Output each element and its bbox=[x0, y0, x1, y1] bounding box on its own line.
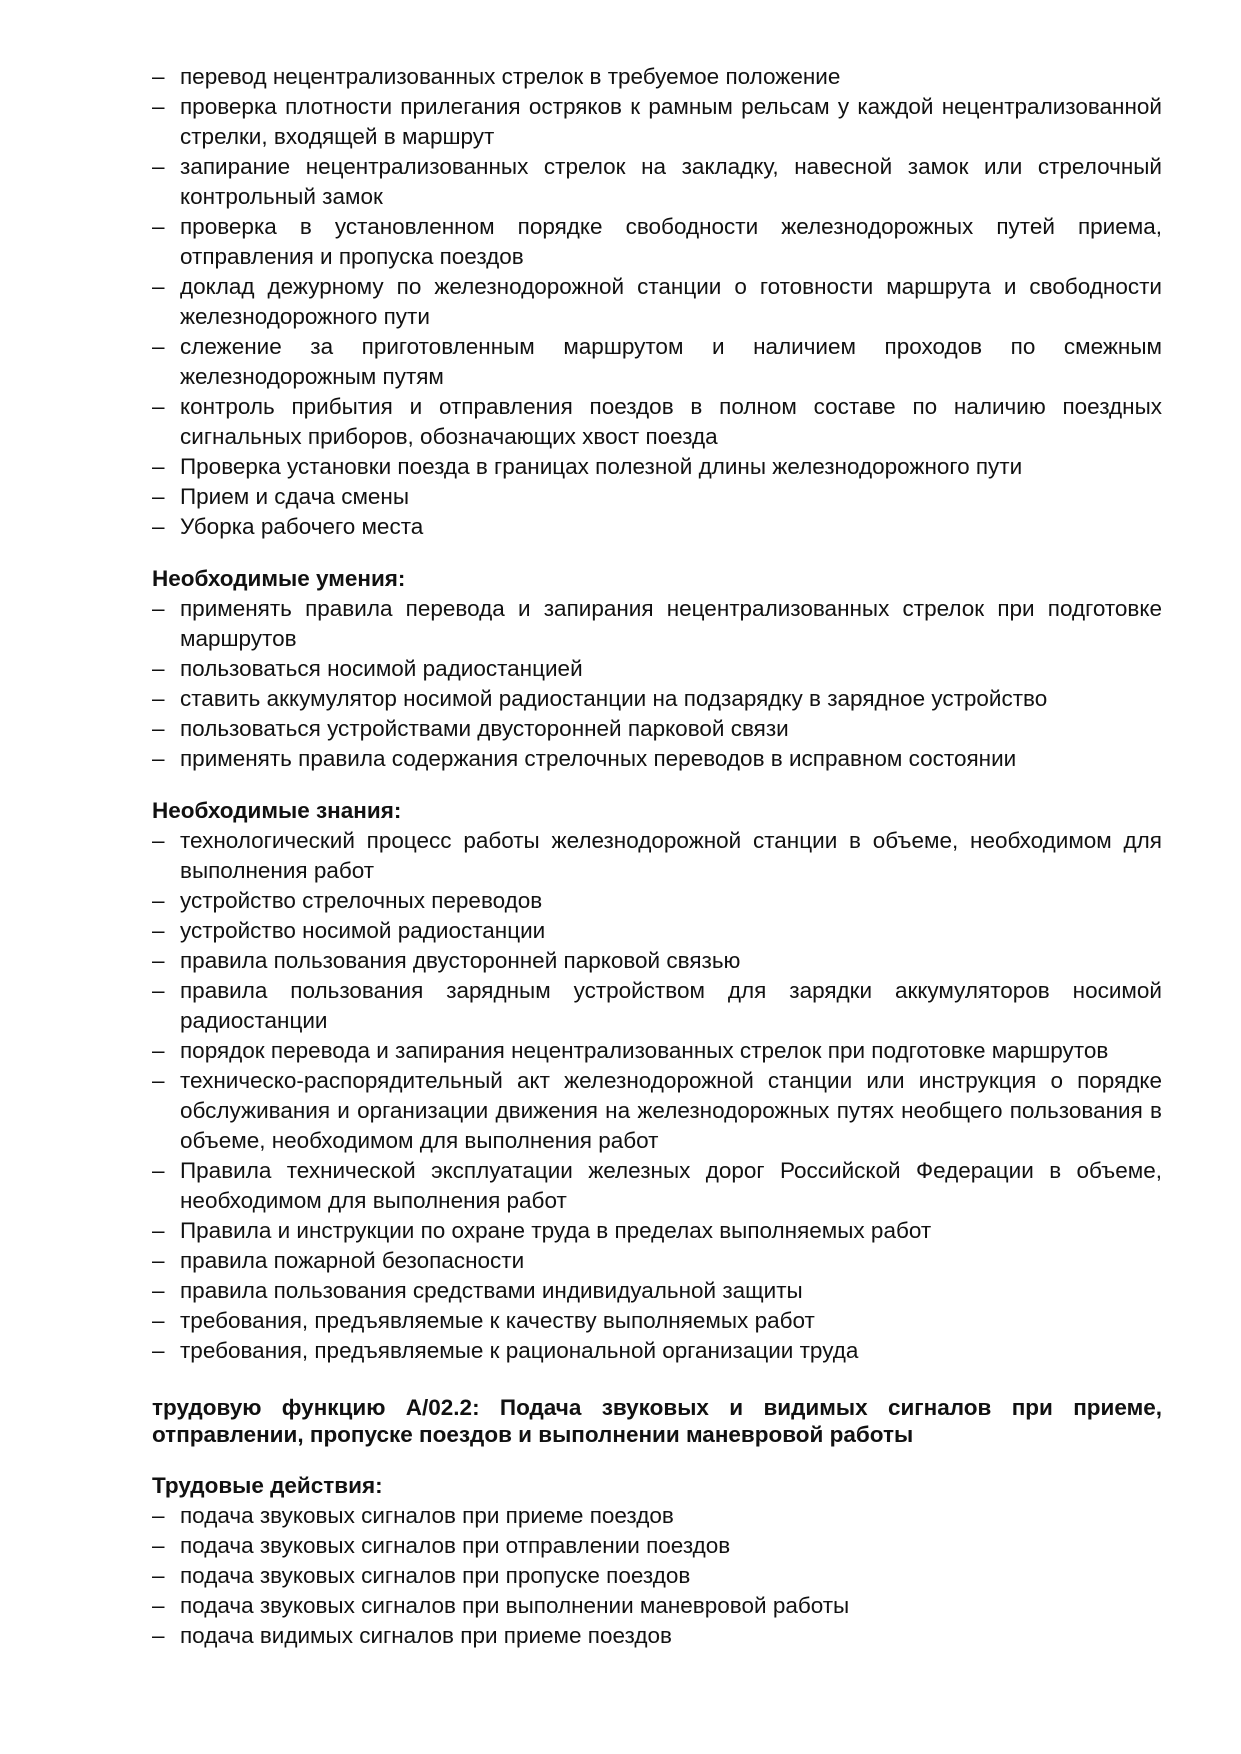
list-item-text: Правила технической эксплуатации железных дорог Российской Федерации в объеме, необходимом для выполнения работ bbox=[180, 1158, 1162, 1213]
list-item bbox=[152, 1276, 1162, 1306]
actions-list bbox=[152, 1501, 1162, 1651]
dash-bullet: – bbox=[152, 274, 165, 299]
list-item-text: Прием и сдача смены bbox=[180, 484, 410, 509]
list-item bbox=[152, 1531, 1162, 1561]
bullet-list bbox=[152, 62, 1162, 542]
list-item-text: устройство носимой радиостанции bbox=[180, 918, 546, 943]
dash-bullet: – bbox=[152, 1248, 165, 1273]
dash-bullet: – bbox=[152, 214, 165, 239]
list-item bbox=[152, 1561, 1162, 1591]
list-item-text: проверка в установленном порядке свободности железнодорожных путей приема, отправления и пропуска поездов bbox=[180, 214, 1162, 269]
list-item bbox=[152, 452, 1162, 482]
list-item bbox=[152, 332, 1162, 392]
dash-bullet: – bbox=[152, 1532, 165, 1558]
bullet-list bbox=[152, 826, 1162, 1366]
list-item-text: подача звуковых сигналов при отправлении поездов bbox=[180, 1532, 731, 1558]
list-item-text: правила пользования зарядным устройством для зарядки аккумуляторов носимой радиостанции bbox=[180, 978, 1162, 1033]
list-item bbox=[152, 1336, 1162, 1366]
list-item bbox=[152, 1216, 1162, 1246]
dash-bullet: – bbox=[152, 716, 165, 741]
list-item-text: пользоваться устройствами двусторонней парковой связи bbox=[180, 716, 789, 741]
list-item-text: подача звуковых сигналов при пропуске поездов bbox=[180, 1562, 691, 1588]
list-item-text: правила пользования двусторонней парковой связью bbox=[180, 948, 741, 973]
dash-bullet: – bbox=[152, 828, 165, 853]
list-item bbox=[152, 594, 1162, 654]
list-item-text: Уборка рабочего места bbox=[180, 514, 424, 539]
list-item-text: перевод нецентрализованных стрелок в требуемое положение bbox=[180, 64, 841, 89]
list-item-text: доклад дежурному по железнодорожной станции о готовности маршрута и свободности железнодорожного пути bbox=[180, 274, 1162, 329]
list-item-text: Правила и инструкции по охране труда в пределах выполняемых работ bbox=[180, 1218, 932, 1243]
list-item-text: слежение за приготовленным маршрутом и наличием проходов по смежным железнодорожным путям bbox=[180, 334, 1162, 389]
dash-bullet: – bbox=[152, 1038, 165, 1063]
list-item-text: Проверка установки поезда в границах полезной длины железнодорожного пути bbox=[180, 454, 1023, 479]
list-item bbox=[152, 654, 1162, 684]
list-item-text: пользоваться носимой радиостанцией bbox=[180, 656, 583, 681]
dash-bullet: – bbox=[152, 656, 165, 681]
dash-bullet: – bbox=[152, 1308, 165, 1333]
list-item-text: проверка плотности прилегания остряков к рамным рельсам у каждой нецентрализованной стрелки, входящей в маршрут bbox=[180, 94, 1162, 149]
labor-function-title: трудовую функцию A/02.2: Подача звуковых и видимых сигналов при приеме, отправлении, пропуске поездов и выполнении маневровой работы bbox=[152, 1395, 1162, 1447]
bullet-list bbox=[152, 594, 1162, 774]
list-item bbox=[152, 1591, 1162, 1621]
dash-bullet: – bbox=[152, 978, 165, 1003]
list-item-text: устройство стрелочных переводов bbox=[180, 888, 543, 913]
list-item bbox=[152, 1246, 1162, 1276]
dash-bullet: – bbox=[152, 1278, 165, 1303]
list-item bbox=[152, 482, 1162, 512]
dash-bullet: – bbox=[152, 1218, 165, 1243]
dash-bullet: – bbox=[152, 484, 165, 509]
dash-bullet: – bbox=[152, 686, 165, 711]
list-item-text: требования, предъявляемые к рациональной организации труда bbox=[180, 1338, 859, 1363]
dash-bullet: – bbox=[152, 918, 165, 943]
list-item-text: техническо-распорядительный акт железнодорожной станции или инструкция о порядке обслуживания и организации движения на железнодорожных путях необщего пользования в объеме, необходимом для выполнения работ bbox=[180, 1068, 1162, 1153]
dash-bullet: – bbox=[152, 334, 165, 359]
list-item bbox=[152, 1036, 1162, 1066]
document-page bbox=[152, 62, 1162, 1651]
list-item bbox=[152, 714, 1162, 744]
dash-bullet: – bbox=[152, 888, 165, 913]
dash-bullet: – bbox=[152, 1158, 165, 1183]
list-item-text: порядок перевода и запирания нецентрализованных стрелок при подготовке маршрутов bbox=[180, 1038, 1109, 1063]
list-item-text: подача звуковых сигналов при приеме поездов bbox=[180, 1502, 674, 1528]
list-item bbox=[152, 946, 1162, 976]
list-item-text: контроль прибытия и отправления поездов в полном составе по наличию поездных сигнальных приборов, обозначающих хвост поезда bbox=[180, 394, 1162, 449]
list-item bbox=[152, 1156, 1162, 1216]
list-item bbox=[152, 272, 1162, 332]
list-item bbox=[152, 976, 1162, 1036]
dash-bullet: – bbox=[152, 746, 165, 771]
section-heading: Необходимые умения: bbox=[152, 566, 406, 591]
list-item-text: применять правила перевода и запирания нецентрализованных стрелок при подготовке маршрутов bbox=[180, 596, 1162, 651]
list-item bbox=[152, 886, 1162, 916]
dash-bullet: – bbox=[152, 1562, 165, 1588]
list-item bbox=[152, 512, 1162, 542]
list-item bbox=[152, 1621, 1162, 1651]
sections bbox=[152, 62, 1162, 1366]
dash-bullet: – bbox=[152, 1592, 165, 1618]
list-item-text: подача звуковых сигналов при выполнении маневровой работы bbox=[180, 1592, 850, 1618]
dash-bullet: – bbox=[152, 94, 165, 119]
dash-bullet: – bbox=[152, 394, 165, 419]
list-item bbox=[152, 916, 1162, 946]
dash-bullet: – bbox=[152, 1502, 165, 1528]
dash-bullet: – bbox=[152, 596, 165, 621]
dash-bullet: – bbox=[152, 1622, 165, 1648]
list-item-text: правила пожарной безопасности bbox=[180, 1248, 525, 1273]
dash-bullet: – bbox=[152, 1338, 165, 1363]
list-item bbox=[152, 684, 1162, 714]
list-item-text: требования, предъявляемые к качеству выполняемых работ bbox=[180, 1308, 815, 1333]
dash-bullet: – bbox=[152, 154, 165, 179]
list-item bbox=[152, 212, 1162, 272]
list-item-text: правила пользования средствами индивидуальной защиты bbox=[180, 1278, 803, 1303]
section-heading: Необходимые знания: bbox=[152, 798, 402, 823]
dash-bullet: – bbox=[152, 454, 165, 479]
list-item-text: подача видимых сигналов при приеме поездов bbox=[180, 1622, 672, 1648]
list-item bbox=[152, 1306, 1162, 1336]
list-item-text: технологический процесс работы железнодорожной станции в объеме, необходимом для выполнения работ bbox=[180, 828, 1162, 883]
actions-heading: Трудовые действия: bbox=[152, 1472, 383, 1498]
dash-bullet: – bbox=[152, 64, 165, 89]
list-item bbox=[152, 62, 1162, 92]
list-item-text: ставить аккумулятор носимой радиостанции на подзарядку в зарядное устройство bbox=[180, 686, 1048, 711]
list-item bbox=[152, 92, 1162, 152]
list-item-text: применять правила содержания стрелочных переводов в исправном состоянии bbox=[180, 746, 1017, 771]
list-item bbox=[152, 392, 1162, 452]
list-item-text: запирание нецентрализованных стрелок на закладку, навесной замок или стрелочный контрольный замок bbox=[180, 154, 1162, 209]
list-item bbox=[152, 152, 1162, 212]
list-item bbox=[152, 1066, 1162, 1156]
dash-bullet: – bbox=[152, 1068, 165, 1093]
dash-bullet: – bbox=[152, 948, 165, 973]
dash-bullet: – bbox=[152, 514, 165, 539]
list-item bbox=[152, 826, 1162, 886]
list-item bbox=[152, 1501, 1162, 1531]
list-item bbox=[152, 744, 1162, 774]
